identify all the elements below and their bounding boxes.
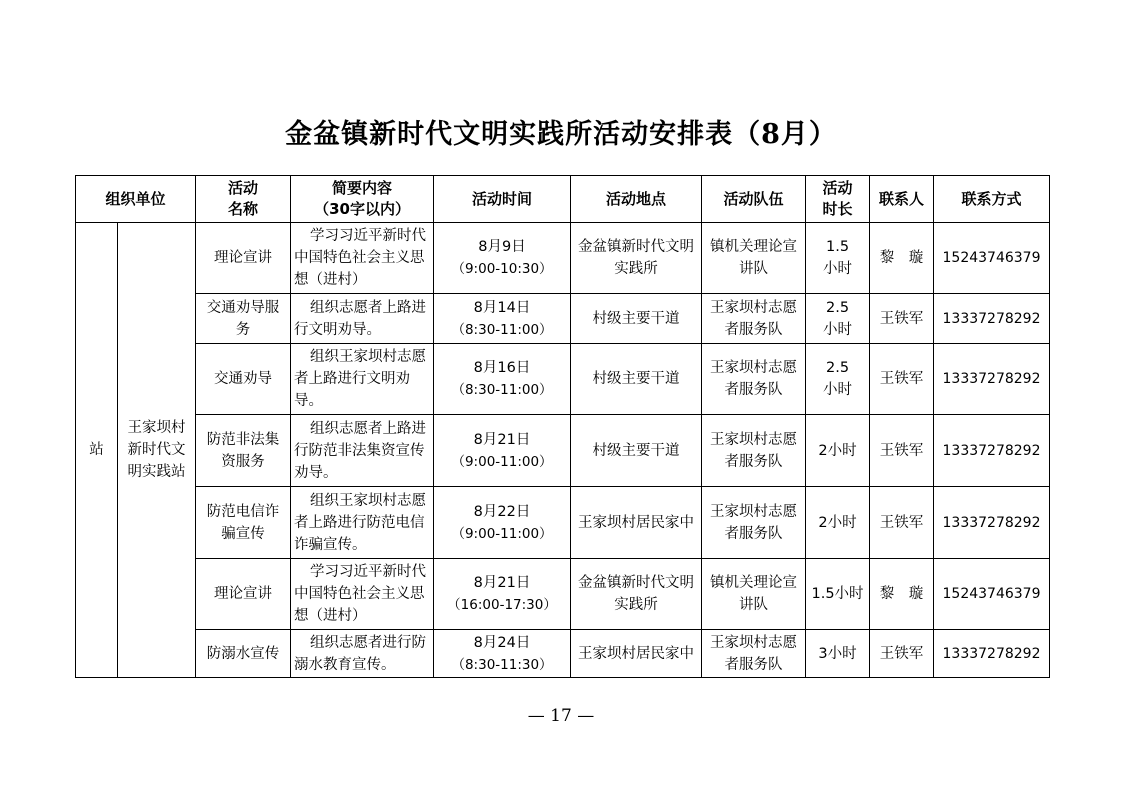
activity-date: 8月16日 bbox=[473, 360, 531, 376]
time-cell bbox=[434, 559, 571, 630]
summary-cell: 组织志愿者上路进行文明劝导。 bbox=[291, 294, 434, 344]
contact-person-cell: 王铁军 bbox=[870, 294, 934, 344]
team-cell: 王家坝村志愿者服务队 bbox=[702, 630, 806, 678]
phone-cell: 15243746379 bbox=[934, 559, 1050, 630]
contact-person-cell: 黎 璇 bbox=[870, 559, 934, 630]
header-contact-method: 联系方式 bbox=[934, 176, 1050, 223]
duration-cell: 1.5 小时 bbox=[806, 223, 870, 294]
summary-cell: 组织王家坝村志愿者上路进行防范电信诈骗宣传。 bbox=[291, 487, 434, 559]
activity-hours: （16:00-17:30） bbox=[447, 597, 557, 613]
activity-name-cell: 理论宣讲 bbox=[196, 559, 291, 630]
team-cell: 王家坝村志愿者服务队 bbox=[702, 344, 806, 415]
phone-cell: 13337278292 bbox=[934, 294, 1050, 344]
contact-person-cell: 王铁军 bbox=[870, 415, 934, 487]
time-cell bbox=[434, 344, 571, 415]
activity-date: 8月9日 bbox=[478, 239, 526, 255]
time-cell bbox=[434, 223, 571, 294]
activity-date: 8月14日 bbox=[473, 299, 531, 316]
location-cell: 村级主要干道 bbox=[571, 415, 702, 487]
activity-date: 8月24日 bbox=[473, 634, 531, 651]
location-cell: 村级主要干道 bbox=[571, 344, 702, 415]
phone-cell: 15243746379 bbox=[934, 223, 1050, 294]
summary-cell: 学习习近平新时代中国特色社会主义思想（进村） bbox=[291, 559, 434, 630]
location-cell: 王家坝村居民家中 bbox=[571, 630, 702, 678]
station-cell: 王家坝村新时代文明实践站 bbox=[118, 223, 196, 678]
header-org-unit: 组织单位 bbox=[76, 176, 196, 223]
activity-date: 8月22日 bbox=[473, 503, 531, 520]
team-cell: 镇机关理论宣讲队 bbox=[702, 223, 806, 294]
location-cell: 金盆镇新时代文明实践所 bbox=[571, 559, 702, 630]
activity-schedule-table bbox=[75, 175, 1050, 678]
activity-hours: （8:30-11:30） bbox=[451, 656, 553, 673]
table-row bbox=[76, 294, 1050, 344]
table-row bbox=[76, 415, 1050, 487]
time-cell bbox=[434, 415, 571, 487]
duration-cell: 2小时 bbox=[806, 487, 870, 559]
document-title: 金盆镇新时代文明实践所活动安排表（8月） bbox=[285, 119, 837, 150]
contact-person-cell: 王铁军 bbox=[870, 344, 934, 415]
duration-cell: 2小时 bbox=[806, 415, 870, 487]
phone-cell: 13337278292 bbox=[934, 344, 1050, 415]
location-cell: 王家坝村居民家中 bbox=[571, 487, 702, 559]
contact-person-cell: 王铁军 bbox=[870, 630, 934, 678]
category-cell: 站 bbox=[76, 223, 118, 678]
team-cell: 王家坝村志愿者服务队 bbox=[702, 294, 806, 344]
team-cell: 王家坝村志愿者服务队 bbox=[702, 487, 806, 559]
activity-date: 8月21日 bbox=[473, 431, 531, 448]
table-row bbox=[76, 487, 1050, 559]
page-number: — 17 — bbox=[527, 706, 595, 726]
header-location: 活动地点 bbox=[571, 176, 702, 223]
time-cell bbox=[434, 294, 571, 344]
contact-person-cell: 王铁军 bbox=[870, 487, 934, 559]
activity-hours: （9:00-11:00） bbox=[451, 453, 553, 470]
activity-date: 8月21日 bbox=[473, 575, 531, 591]
header-duration: 活动 时长 bbox=[806, 176, 870, 223]
duration-cell: 2.5 小时 bbox=[806, 294, 870, 344]
duration-cell: 1.5小时 bbox=[806, 559, 870, 630]
location-cell: 金盆镇新时代文明实践所 bbox=[571, 223, 702, 294]
table-row bbox=[76, 630, 1050, 678]
activity-name-cell: 交通劝导 bbox=[196, 344, 291, 415]
summary-cell: 组织王家坝村志愿者上路进行文明劝导。 bbox=[291, 344, 434, 415]
phone-cell: 13337278292 bbox=[934, 487, 1050, 559]
activity-name-cell: 交通劝导服务 bbox=[196, 294, 291, 344]
activity-name-cell: 防范电信诈骗宣传 bbox=[196, 487, 291, 559]
header-activity-name: 活动 名称 bbox=[196, 176, 291, 223]
location-cell: 村级主要干道 bbox=[571, 294, 702, 344]
activity-hours: （8:30-11:00） bbox=[451, 382, 553, 398]
duration-cell: 2.5 小时 bbox=[806, 344, 870, 415]
time-cell bbox=[434, 630, 571, 678]
activity-name-cell: 防溺水宣传 bbox=[196, 630, 291, 678]
header-summary: 简要内容 （30字以内） bbox=[291, 176, 434, 223]
table-row bbox=[76, 223, 1050, 294]
table-row bbox=[76, 559, 1050, 630]
summary-cell: 组织志愿者进行防溺水教育宣传。 bbox=[291, 630, 434, 678]
summary-cell: 学习习近平新时代中国特色社会主义思想（进村） bbox=[291, 223, 434, 294]
activity-name-cell: 理论宣讲 bbox=[196, 223, 291, 294]
header-time: 活动时间 bbox=[434, 176, 571, 223]
activity-name-cell: 防范非法集资服务 bbox=[196, 415, 291, 487]
table-row bbox=[76, 344, 1050, 415]
duration-cell: 3小时 bbox=[806, 630, 870, 678]
activity-hours: （9:00-10:30） bbox=[451, 261, 553, 277]
header-contact-person: 联系人 bbox=[870, 176, 934, 223]
team-cell: 镇机关理论宣讲队 bbox=[702, 559, 806, 630]
phone-cell: 13337278292 bbox=[934, 630, 1050, 678]
phone-cell: 13337278292 bbox=[934, 415, 1050, 487]
activity-hours: （9:00-11:00） bbox=[451, 525, 553, 542]
activity-hours: （8:30-11:00） bbox=[451, 321, 553, 338]
header-team: 活动队伍 bbox=[702, 176, 806, 223]
time-cell bbox=[434, 487, 571, 559]
team-cell: 王家坝村志愿者服务队 bbox=[702, 415, 806, 487]
contact-person-cell: 黎 璇 bbox=[870, 223, 934, 294]
header-row bbox=[76, 176, 1050, 223]
summary-cell: 组织志愿者上路进行防范非法集资宣传劝导。 bbox=[291, 415, 434, 487]
